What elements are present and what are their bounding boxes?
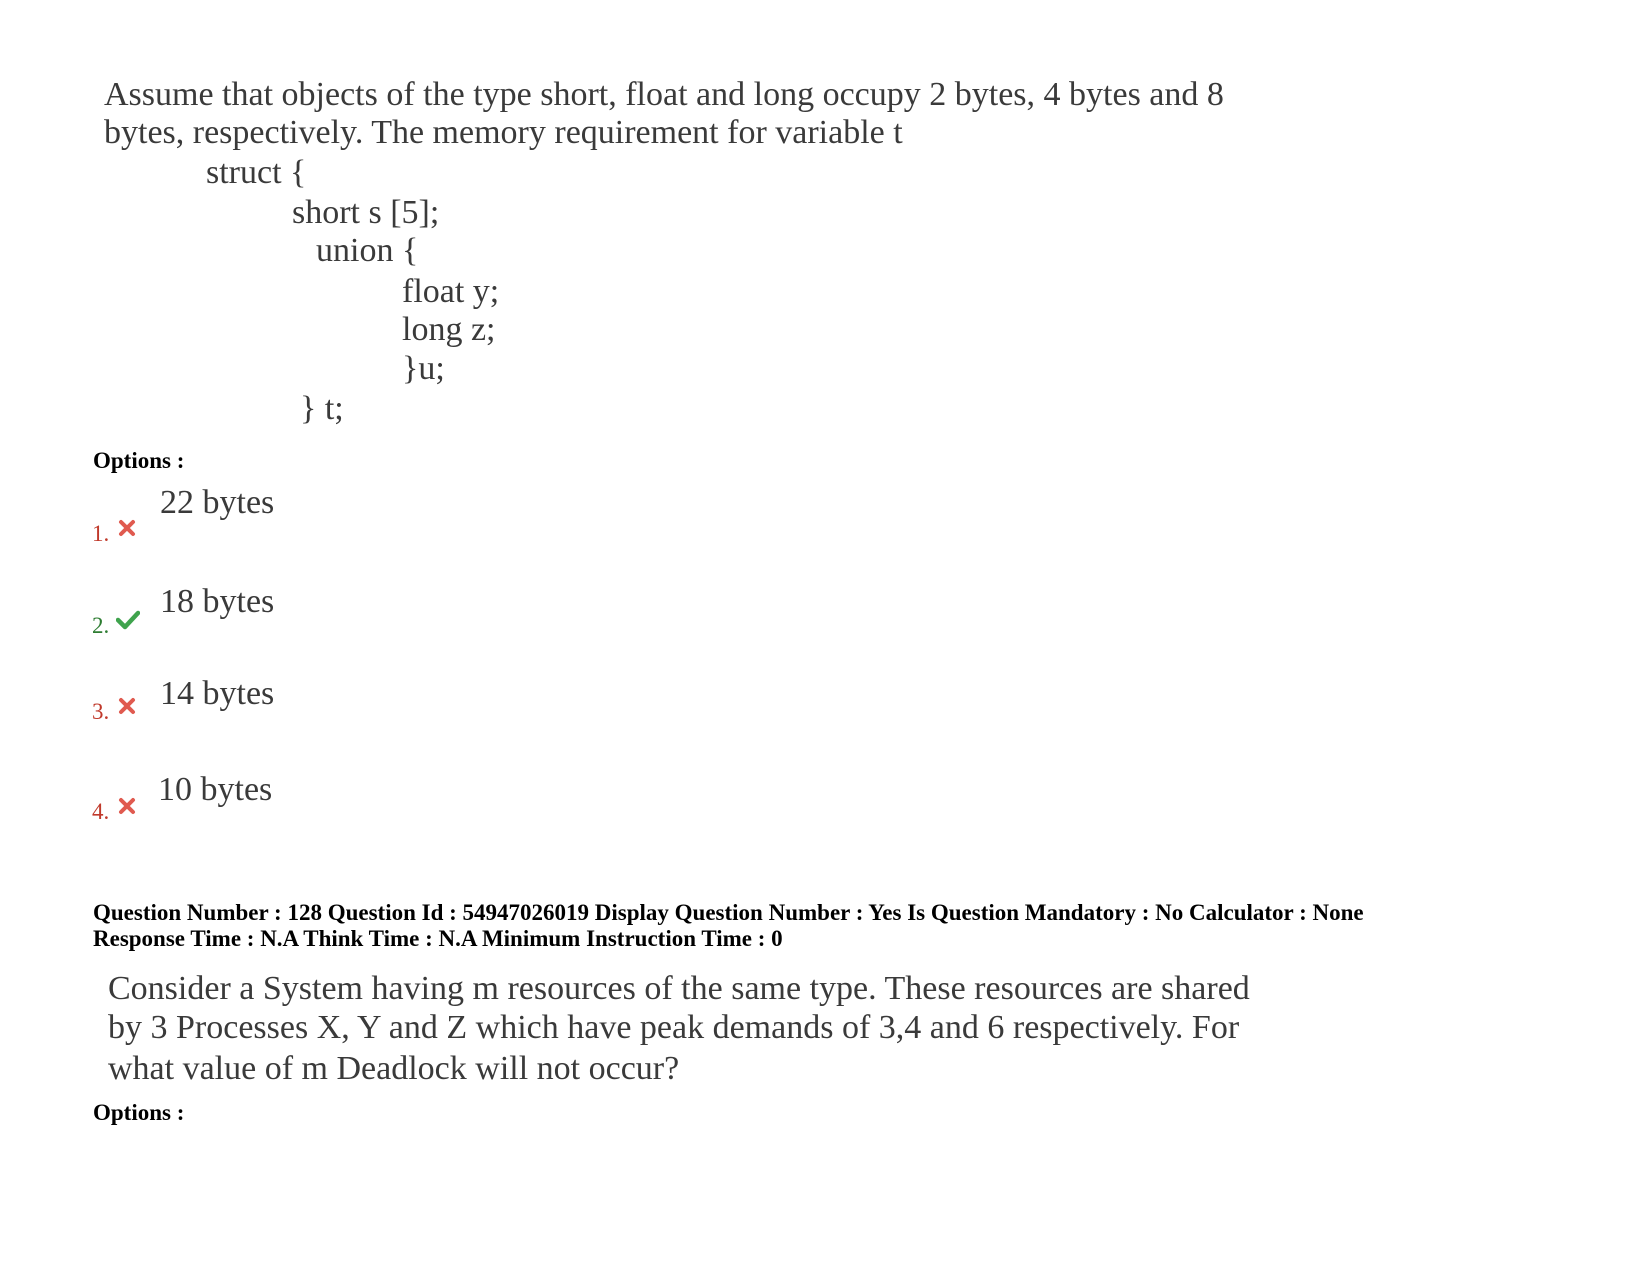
options-label: Options : [93, 448, 185, 473]
cross-icon [117, 796, 137, 816]
options-label: Options : [93, 1100, 185, 1125]
cross-icon [117, 518, 137, 538]
option-number: 4. [92, 799, 110, 824]
question-text-line-1: Consider a System having m resources of the same type. These resources are shared [108, 970, 1250, 1007]
code-line-float: float y; [402, 273, 500, 310]
question-text-line-3: what value of m Deadlock will not occur? [108, 1050, 680, 1087]
question-meta-line-2: Response Time : N.A Think Time : N.A Minimum Instruction Time : 0 [93, 926, 783, 951]
check-icon [116, 610, 140, 630]
question-text-line-2: by 3 Processes X, Y and Z which have peak demands of 3,4 and 6 respectively. For [108, 1009, 1240, 1046]
code-line-struct: struct { [206, 154, 307, 191]
code-line-union-close: }u; [402, 350, 445, 387]
option-number: 2. [92, 613, 110, 638]
option-text[interactable]: 10 bytes [158, 771, 273, 808]
question-text-line-1: Assume that objects of the type short, float and long occupy 2 bytes, 4 bytes and 8 [104, 76, 1224, 113]
code-line-long: long z; [402, 311, 496, 348]
option-text[interactable]: 18 bytes [160, 583, 275, 620]
option-number: 1. [92, 521, 110, 546]
cross-icon [117, 696, 137, 716]
code-line-short: short s [5]; [292, 194, 440, 231]
question-text-line-2: bytes, respectively. The memory requirement for variable t [104, 114, 903, 151]
code-line-struct-close: } t; [300, 390, 344, 427]
code-line-union: union { [316, 232, 419, 269]
option-text[interactable]: 14 bytes [160, 675, 275, 712]
option-text[interactable]: 22 bytes [160, 484, 275, 521]
option-number: 3. [92, 699, 110, 724]
question-meta-line-1: Question Number : 128 Question Id : 54947026019 Display Question Number : Yes Is Question Mandatory : No Calculator : None [93, 900, 1364, 925]
